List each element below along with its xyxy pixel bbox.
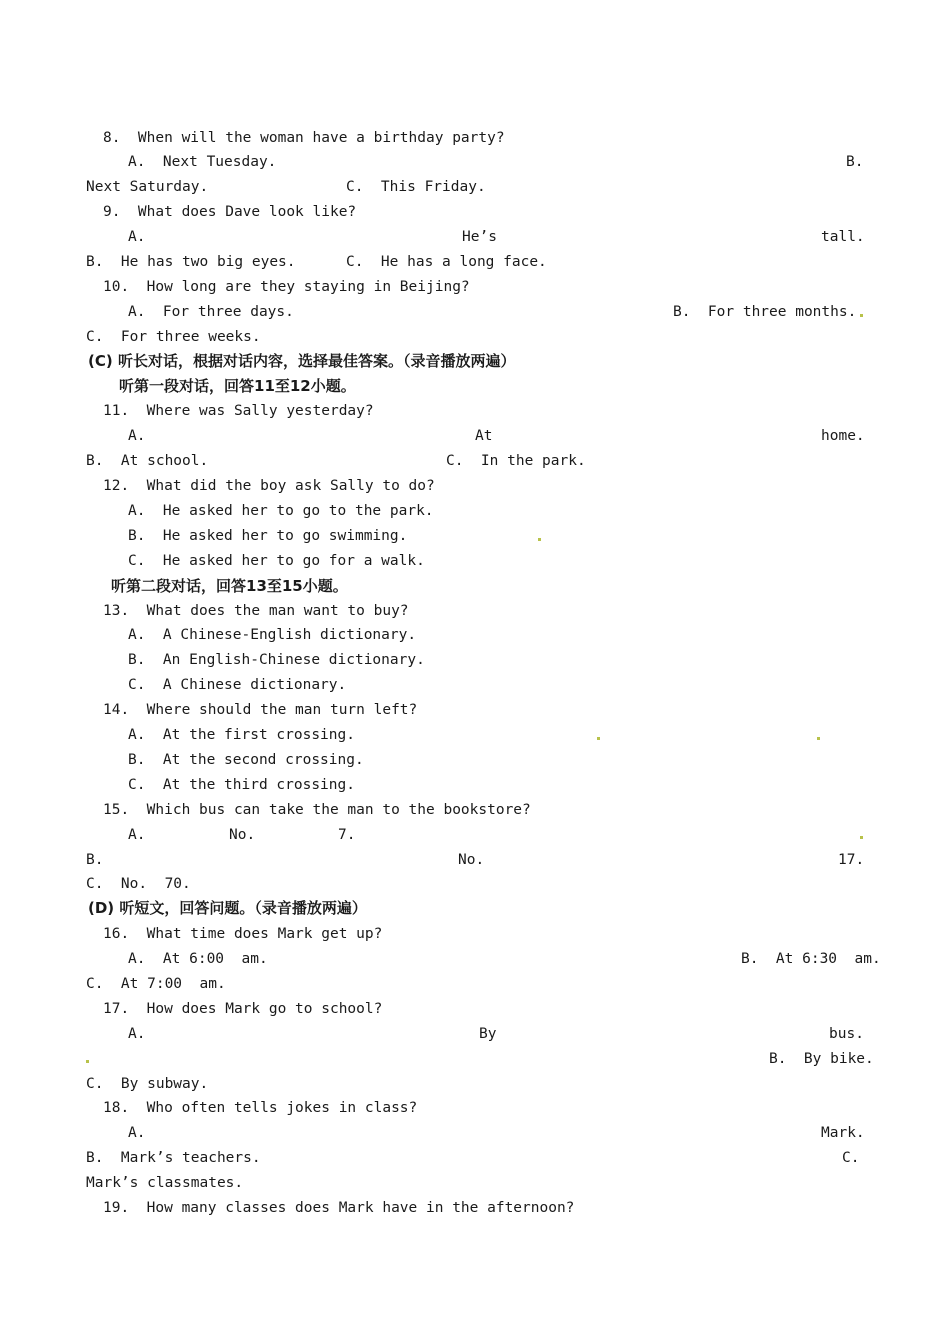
q18-option-b: B. Mark’s teachers. [86,1150,261,1166]
q15-option-c: C. No. 70. [86,876,191,892]
q9-option-b: B. He has two big eyes. [86,254,296,270]
q13-option-a: A. A Chinese-English dictionary. [128,627,417,643]
q12-option-c: C. He asked her to go for a walk. [128,553,425,569]
q10-option-b: B. For three months. [673,304,857,320]
q9-option-a-letter: A. [128,229,146,245]
q8-option-a: A. Next Tuesday. [128,154,277,170]
question-11: 11. Where was Sally yesterday? [103,403,374,419]
q15-option-b-letter: B. [86,852,104,868]
q8-option-b-letter: B. [846,154,864,170]
q11-option-a-end: home. [821,428,865,444]
q8-option-b-text: Next Saturday. [86,179,209,195]
q17-option-a-letter: A. [128,1026,146,1042]
q15-option-a-letter: A. [128,827,146,843]
question-12: 12. What did the boy ask Sally to do? [103,478,435,494]
q8-option-c: C. This Friday. [346,179,486,195]
q13-option-c: C. A Chinese dictionary. [128,677,347,693]
q18-option-c-text: Mark’s classmates. [86,1175,244,1191]
q14-option-c: C. At the third crossing. [128,777,355,793]
dialog-2-instruction: 听第二段对话，回答13至15小题。 [111,577,348,595]
question-19: 19. How many classes does Mark have in the afternoon? [103,1200,575,1216]
q14-option-a: A. At the first crossing. [128,727,355,743]
question-16: 16. What time does Mark get up? [103,926,383,942]
section-d-heading: (D) 听短文，回答问题。（录音播放两遍） [88,899,367,917]
q17-option-c: C. By subway. [86,1076,209,1092]
q11-option-c: C. In the park. [446,453,586,469]
dialog-1-instruction: 听第一段对话，回答11至12小题。 [119,377,356,395]
marker-dot [597,737,600,740]
question-10: 10. How long are they staying in Beijing? [103,279,470,295]
q16-option-b: B. At 6:30 am. [741,951,881,967]
q14-option-b: B. At the second crossing. [128,752,364,768]
marker-dot [860,836,863,839]
question-13: 13. What does the man want to buy? [103,603,409,619]
q10-option-a: A. For three days. [128,304,294,320]
q12-option-a: A. He asked her to go to the park. [128,503,434,519]
marker-dot [86,1060,89,1063]
q9-option-c: C. He has a long face. [346,254,547,270]
q9-option-a-end: tall. [821,229,865,245]
q17-option-a-mid: By [479,1026,497,1042]
question-14: 14. Where should the man turn left? [103,702,418,718]
q15-option-b-mid: No. [458,852,485,868]
q18-option-a-letter: A. [128,1125,146,1141]
question-15: 15. Which bus can take the man to the bookstore? [103,802,531,818]
q17-option-b: B. By bike. [769,1051,874,1067]
marker-dot [860,314,863,317]
q11-option-a-mid: At [475,428,493,444]
marker-dot [817,737,820,740]
q18-option-a-end: Mark. [821,1125,865,1141]
q13-option-b: B. An English-Chinese dictionary. [128,652,425,668]
q16-option-c: C. At 7:00 am. [86,976,226,992]
section-c-heading: (C) 听长对话，根据对话内容，选择最佳答案。（录音播放两遍） [88,352,516,370]
q9-option-a-mid: He’s [462,229,497,245]
question-18: 18. Who often tells jokes in class? [103,1100,418,1116]
marker-dot [538,538,541,541]
q16-option-a: A. At 6:00 am. [128,951,268,967]
q17-option-a-end: bus. [829,1026,864,1042]
q10-option-c: C. For three weeks. [86,329,261,345]
q15-option-a-mid: No. [229,827,256,843]
question-17: 17. How does Mark go to school? [103,1001,383,1017]
q11-option-a-letter: A. [128,428,146,444]
question-8: 8. When will the woman have a birthday party? [103,130,505,146]
q18-option-c-letter: C. [842,1150,860,1166]
q12-option-b: B. He asked her to go swimming. [128,528,408,544]
q15-option-a-end: 7. [338,827,356,843]
question-9: 9. What does Dave look like? [103,204,357,220]
q11-option-b: B. At school. [86,453,209,469]
q15-option-b-end: 17. [838,852,865,868]
